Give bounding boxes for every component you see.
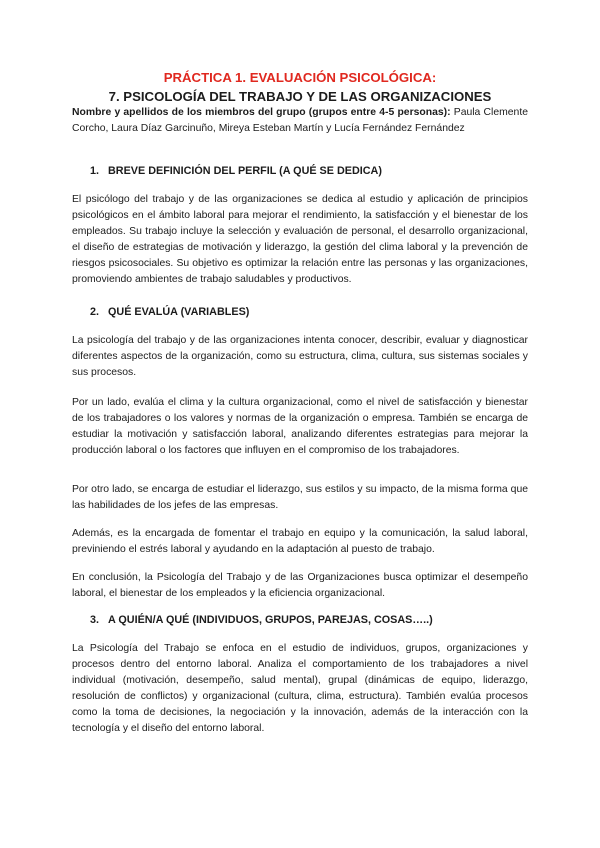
- section-2-paragraph-1: La psicología del trabajo y de las organizaciones intenta conocer, describir, evaluar y diagnosticar diferentes aspectos de la organización, como su estructura, clima, cultura, sus sistemas sociales y sus procesos.: [72, 335, 528, 378]
- section-3-paragraph-1: La Psicología del Trabajo se enfoca en el estudio de individuos, grupos, organizaciones y procesos dentro del entorno laboral. Analiza el comportamiento de los trabajadores a nivel individual (motivación, desempeño, salud mental), grupal (dinámicas de equipo, liderazgo, resolución de conflictos) y organizacional (cultura, clima, estructura). También evalúa procesos como la toma de decisiones, la negociación y la innovación, además de la interacción con la tecnología y el diseño del entorno laboral.: [72, 643, 528, 734]
- document-subtitle: 7. PSICOLOGÍA DEL TRABAJO Y DE LAS ORGANIZACIONES: [108, 89, 492, 104]
- section-2-paragraph-3: Por otro lado, se encarga de estudiar el liderazgo, sus estilos y su impacto, de la misma forma que las habilidades de los jefes de las empresas.: [72, 484, 528, 511]
- section-2-number: 2.: [90, 306, 100, 318]
- section-1-paragraph-1: El psicólogo del trabajo y de las organizaciones se dedica al estudio y aplicación de principios psicológicos en el ámbito laboral para mejorar el rendimiento, la satisfacción y el bienestar de los empleados. Su trabajo incluye la selección y evaluación de personal, el desarrollo organizacional, el diseño de estrategias de motivación y liderazgo, la gestión del clima laboral y la prevención de riesgos psicosociales. Su objetivo es optimizar la relación entre las personas y las organizaciones, promoviendo ambientes de trabajo saludables y productivos.: [72, 194, 528, 285]
- section-2-heading: [90, 305, 249, 319]
- members-label: Nombre y apellidos de los miembros del grupo (grupos entre 4-5 personas):: [72, 107, 451, 118]
- section-2-paragraph-4: Además, es la encargada de fomentar el trabajo en equipo y la comunicación, la salud laboral, previniendo el estrés laboral y ayudando en la adaptación al puesto de trabajo.: [72, 528, 528, 555]
- section-1-number: 1.: [90, 165, 100, 177]
- section-3-heading: [90, 613, 433, 627]
- members-names: Paula Clemente Corcho, Laura Díaz Garcinuño, Mireya Esteban Martín y Lucía Fernández Fernández: [72, 107, 528, 134]
- section-3-number: 3.: [90, 614, 100, 626]
- section-1-title: BREVE DEFINICIÓN DEL PERFIL (A QUÉ SE DEDICA): [108, 165, 382, 177]
- section-1-heading: [90, 164, 382, 178]
- section-2-paragraph-2: Por un lado, evalúa el clima y la cultura organizacional, como el nivel de satisfacción y bienestar de los trabajadores o los valores y normas de la organización o empresa. También se encarga de estudiar la motivación y satisfacción laboral, analizando diferentes estrategias para mejorar la producción laboral o los factores que influyen en el compromiso de los trabajadores.: [72, 397, 528, 456]
- section-2-title: QUÉ EVALÚA (VARIABLES): [108, 306, 250, 318]
- document-title: PRÁCTICA 1. EVALUACIÓN PSICOLÓGICA:: [163, 70, 437, 85]
- group-members: [72, 105, 528, 137]
- section-2-paragraph-5: En conclusión, la Psicología del Trabajo y de las Organizaciones busca optimizar el desempeño laboral, el bienestar de los empleados y la eficiencia organizacional.: [72, 572, 528, 599]
- section-3-title: A QUIÉN/A QUÉ (INDIVIDUOS, GRUPOS, PAREJAS, COSAS…..): [108, 614, 433, 626]
